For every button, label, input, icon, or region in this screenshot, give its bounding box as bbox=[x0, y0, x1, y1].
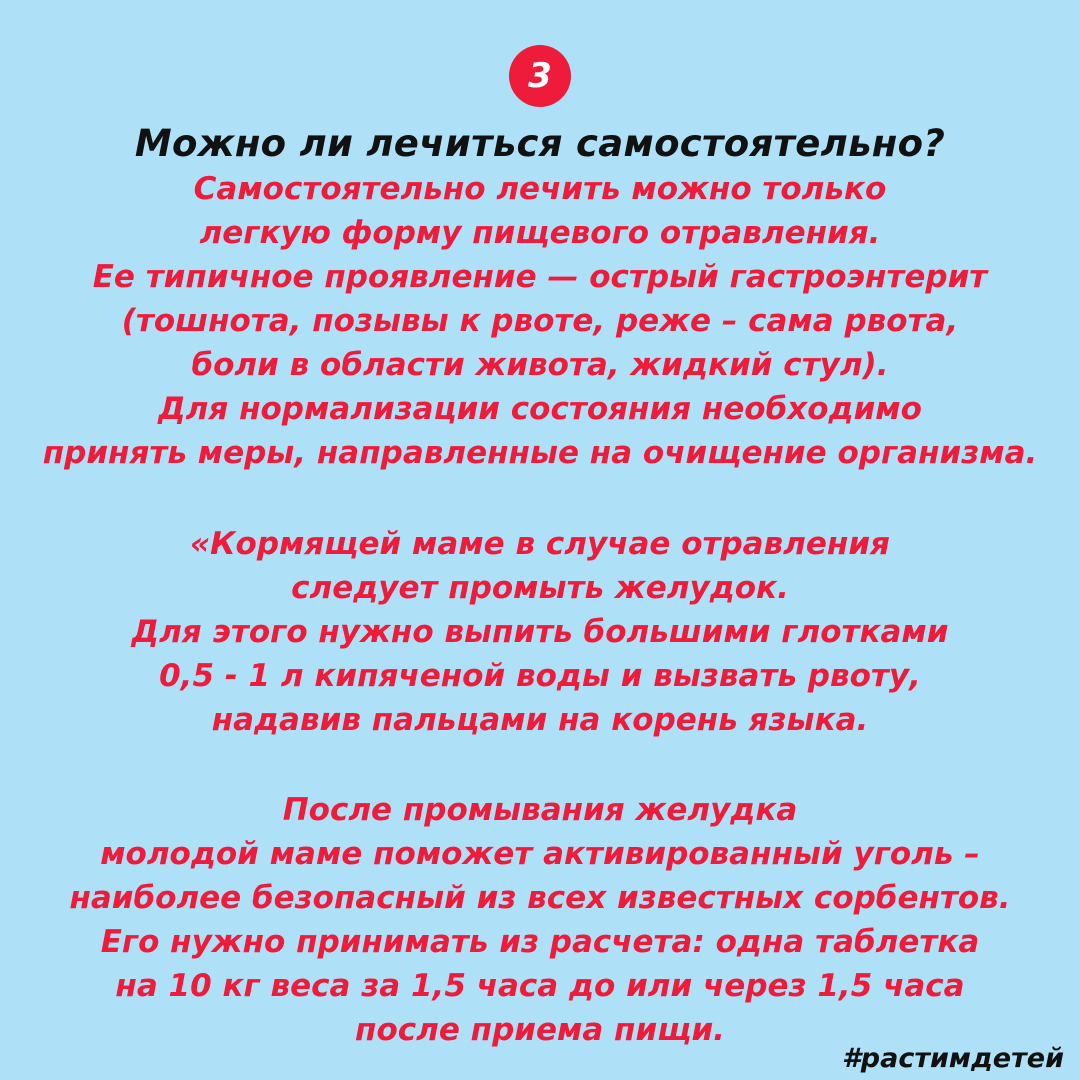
answer-paragraph-2 bbox=[20, 522, 1060, 742]
paragraph-line: молодой маме поможет активированный уголь – bbox=[100, 836, 980, 872]
paragraph-line: следует промыть желудок. bbox=[291, 570, 789, 606]
paragraph-line: 0,5 - 1 л кипяченой воды и вызвать рвоту, bbox=[159, 658, 921, 694]
paragraph-line: принять меры, направленные на очищение организма. bbox=[42, 435, 1038, 471]
paragraph-line: Ее типичное проявление — острый гастроэнтерит bbox=[92, 259, 988, 295]
paragraph-line: после приема пищи. bbox=[355, 1012, 725, 1048]
step-number-badge: 3 bbox=[509, 45, 571, 107]
paragraph-line: (тошнота, позывы к рвоте, реже – сама рвота, bbox=[121, 303, 959, 339]
paragraph-line: боли в области живота, жидкий стул). bbox=[191, 347, 889, 383]
paragraph-line: легкую форму пищевого отравления. bbox=[199, 215, 881, 251]
paragraph-line: Для нормализации состояния необходимо bbox=[158, 391, 922, 427]
paragraph-line: Самостоятельно лечить можно только bbox=[193, 171, 887, 207]
answer-paragraph-3 bbox=[20, 788, 1060, 1052]
question-title: Можно ли лечиться самостоятельно? bbox=[134, 122, 946, 165]
paragraph-line: Для этого нужно выпить большими глотками bbox=[131, 614, 949, 650]
paragraph-line: на 10 кг веса за 1,5 часа до или через 1,5 часа bbox=[115, 968, 965, 1004]
hashtag-label: #растимдетей bbox=[842, 1043, 1064, 1074]
answer-paragraph-1 bbox=[20, 167, 1060, 475]
paragraph-line: После промывания желудка bbox=[282, 792, 798, 828]
paragraph-line: надавив пальцами на корень языка. bbox=[211, 702, 869, 738]
paragraph-line: Его нужно принимать из расчета: одна таблетка bbox=[100, 924, 980, 960]
paragraph-line: «Кормящей маме в случае отравления bbox=[190, 526, 890, 562]
paragraph-line: наиболее безопасный из всех известных сорбентов. bbox=[69, 880, 1011, 916]
